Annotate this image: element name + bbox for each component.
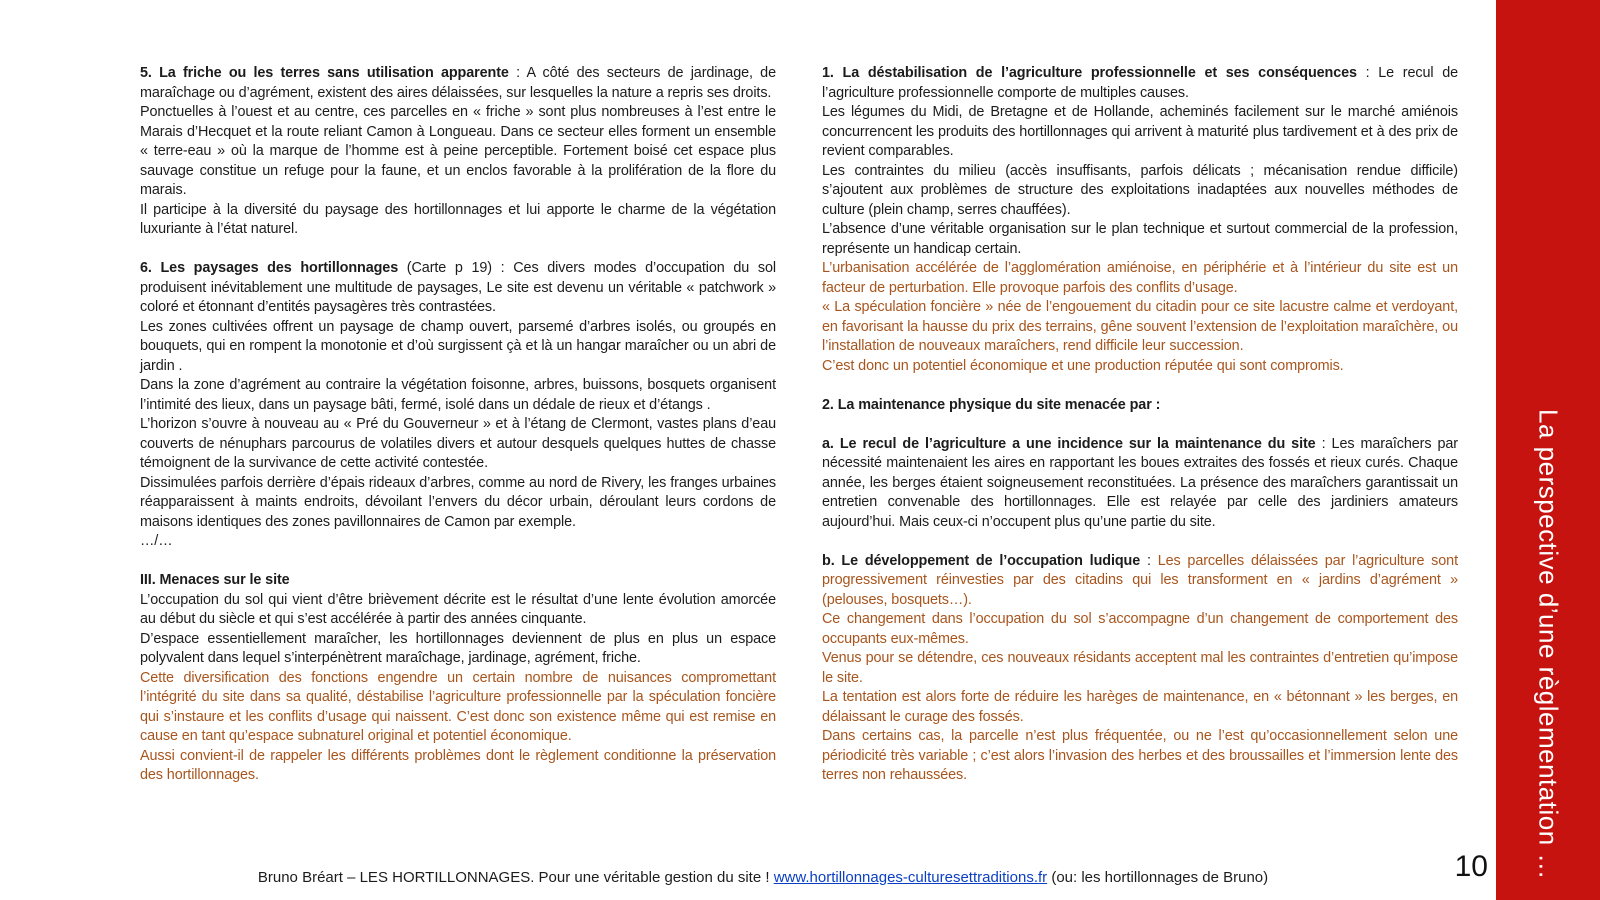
- text-paragraph: [140, 630, 776, 669]
- paragraph-text: L’absence d’une véritable organisation sur le plan technique et surtout commercial de la profession, représente un handicap certain.: [822, 221, 1458, 257]
- footer-link[interactable]: www.hortillonnages-culturesettraditions.fr: [773, 869, 1048, 886]
- paragraph-text: « La spéculation foncière » née de l’engouement du citadin pour ce site lacustre calme et verdoyant, en favorisant la hausse du prix des terrains, gêne souvent l’extension de l’exploitation maraîchère, ou l’installation de nouveaux maraîchers, rend difficile leur succession.: [822, 299, 1458, 354]
- text-paragraph: [140, 318, 776, 377]
- paragraph-text: : A côté des secteurs de jardinage, de maraîchage ou d’agrément, existent des aires délaissées, sur lesquelles la nature a repris ses droits.: [140, 65, 776, 101]
- paragraph-text: Ponctuelles à l’ouest et au centre, ces parcelles en « friche » sont plus nombreuses à l’est entre le Marais d’Hecquet et la route reliant Camon à Longueau. Dans ce secteur elles forment un ensemble « terre-eau » où la marque de l’homme est à peine perceptible. Fortement boisé cet espace plus sauvage constitue un refuge pour la faune, et un enclos favorable à la prolifération de la flore du marais.: [140, 104, 776, 198]
- paragraph-text: Les contraintes du milieu (accès insuffisants, parfois délicats ; mécanisation rendue difficile) s’ajoutent aux problèmes de structure des exploitations inadaptées aux nouvelles méthodes de culture (plein champ, serres chauffées).: [822, 162, 1458, 218]
- text-paragraph: [822, 103, 1458, 162]
- text-columns: [140, 64, 1458, 786]
- paragraph-text: Dans la zone d’agrément au contraire la végétation foisonne, arbres, buissons, bosquets organisent l’intimité des lieux, dans un paysage bâti, fermé, isolé dans un dédale de rieux et d’étangs .: [140, 377, 776, 413]
- right-column: [822, 64, 1458, 786]
- text-paragraph: [822, 357, 1458, 377]
- paragraph-heading-text: b. Le développement de l’occupation ludique: [822, 552, 1141, 569]
- paragraph-text: Les parcelles délaissées par l’agriculture sont progressivement réinvesties par des citadins qui les transforment en « jardins d’agrément » (pelouses, bosquets…).: [822, 552, 1458, 608]
- text-paragraph: [140, 474, 776, 533]
- text-paragraph: [822, 610, 1458, 649]
- text-paragraph: [822, 396, 1458, 416]
- text-paragraph: [822, 298, 1458, 357]
- footer: [30, 869, 1496, 886]
- sidebar-vertical-title: La perspective d’une règlementation …: [1533, 409, 1564, 880]
- paragraph-text: Cette diversification des fonctions engendre un certain nombre de nuisances compromettant l’intégrité du site dans sa qualité, déstabilise l’agriculture professionnelle par la spéculation foncière qui s’instaure et les conflits d’usage qui naissent. C’est donc son existence même qui est remise en cause en tant qu’espace subnaturel original et potentiel économique.: [140, 669, 776, 744]
- paragraph-text: Venus pour se détendre, ces nouveaux résidants acceptent mal les contraintes d’entretien qu’impose le site.: [822, 650, 1458, 686]
- paragraph-text: L’urbanisation accélérée de l’agglomération amiénoise, en périphérie et à l’intérieur du site est un facteur de perturbation. Elle provoque parfois des conflits d’usage.: [822, 260, 1458, 296]
- paragraph-text: La tentation est alors forte de réduire les harèges de maintenance, en « bétonnant » les berges, en délaissant le curage des fossés.: [822, 689, 1458, 725]
- paragraph-text: Dans certains cas, la parcelle n’est plus fréquentée, ou ne l’est qu’occasionnellement selon une périodicité très variable ; c’est alors l’invasion des herbes et des broussailles et l’immersion lente des terres non rehaussées.: [822, 728, 1458, 783]
- paragraph-heading-text: 1. La déstabilisation de l’agriculture professionnelle et ses conséquences: [822, 65, 1357, 81]
- text-paragraph: [822, 220, 1458, 259]
- text-paragraph: [140, 669, 776, 747]
- text-paragraph: [140, 532, 776, 552]
- paragraph-text: D’espace essentiellement maraîcher, les hortillonnages deviennent de plus en plus un espace polyvalent dans lequel s’interpénètrent maraîchage, jardinage, agrément, friche.: [140, 630, 776, 666]
- paragraph-text: Les zones cultivées offrent un paysage de champ ouvert, parsemé d’arbres isolés, ou groupés en bouquets, qui en rompent la monotonie et d’où surgissent çà et là un hangar maraîcher ou un abri de jardin .: [140, 318, 776, 374]
- paragraph-text: (Carte p 19) : Ces divers modes d’occupation du sol produisent inévitablement une multitude de paysages, Le site est devenu un véritable « patchwork » coloré et étonnant d’entités paysagères très contrastées.: [140, 260, 776, 315]
- text-paragraph: [822, 727, 1458, 786]
- paragraph-text: Ce changement dans l’occupation du sol s’accompagne d’un changement de comportement des occupants eux-mêmes.: [822, 611, 1458, 647]
- text-paragraph: [140, 591, 776, 630]
- footer-text-after: (ou: les hortillonnages de Bruno): [1047, 869, 1269, 886]
- footer-text-before: Bruno Bréart – LES HORTILLONNAGES. Pour une véritable gestion du site !: [257, 869, 774, 886]
- text-paragraph: [140, 571, 776, 591]
- text-paragraph: [140, 747, 776, 786]
- text-paragraph: [822, 649, 1458, 688]
- right-accent-bar: [1496, 0, 1600, 900]
- paragraph-heading-text: 2. La maintenance physique du site menacée par :: [822, 396, 1161, 413]
- text-paragraph: [140, 64, 776, 103]
- paragraph-heading-text: 5. La friche ou les terres sans utilisation apparente: [140, 65, 509, 81]
- paragraph-heading-text: III. Menaces sur le site: [140, 572, 290, 588]
- text-paragraph: [822, 64, 1458, 103]
- text-paragraph: [822, 688, 1458, 727]
- text-paragraph: [140, 201, 776, 240]
- paragraph-text: …/…: [140, 533, 173, 549]
- paragraph-text: Dissimulées parfois derrière d’épais rideaux d’arbres, comme au nord de Rivery, les franges urbaines réapparaissent à maints endroits, dévoilant l’envers du décor urbain, déroulant leurs cordons de maisons identiques des zones pavillonnaires de Camon par exemple.: [140, 474, 776, 530]
- text-paragraph: [822, 552, 1458, 611]
- paragraph-text: Il participe à la diversité du paysage des hortillonnages et lui apporte le charme de la végétation luxuriante à l’état naturel.: [140, 201, 776, 237]
- text-paragraph: [140, 415, 776, 474]
- paragraph-text: L’occupation du sol qui vient d’être brièvement décrite est le résultat d’une lente évolution amorcée au début du siècle et qui s’est accélérée à partir des années cinquante.: [140, 591, 776, 627]
- page-number: 10: [1454, 850, 1488, 883]
- paragraph-text: C’est donc un potentiel économique et une production réputée qui sont compromis.: [822, 357, 1344, 374]
- text-paragraph: [140, 376, 776, 415]
- paragraph-text: : Les maraîchers par nécessité maintenaient les aires en rapportant les boues extraites des fossés et rieux curés. Chaque année, les berges étaient soigneusement reconstituées. La présence des maraîchers garantissait un entretien convenable des hortillonnages. Elle est relayée par celle des jardiniers amateurs aujourd’hui. Mais ceux-ci n’occupent plus qu’une partie du site.: [822, 435, 1458, 530]
- paragraph-text: Les légumes du Midi, de Bretagne et de Hollande, acheminés facilement sur le marché amiénois concurrencent les produits des hortillonnages qui arrivent à maturité plus tardivement et à des prix de revient comparables.: [822, 104, 1458, 159]
- text-paragraph: [140, 259, 776, 318]
- text-paragraph: [822, 435, 1458, 533]
- left-column: [140, 64, 776, 786]
- paragraph-text: Aussi convient-il de rappeler les différents problèmes dont le règlement conditionne la préservation des hortillonnages.: [140, 747, 776, 783]
- text-paragraph: [822, 259, 1458, 298]
- paragraph-text: :: [1140, 552, 1158, 569]
- paragraph-text: : Le recul de l’agriculture professionnelle comporte de multiples causes.: [822, 65, 1459, 101]
- paragraph-heading-text: a. Le recul de l’agriculture a une incidence sur la maintenance du site: [822, 435, 1316, 452]
- text-paragraph: [140, 103, 776, 201]
- paragraph-text: L’horizon s’ouvre à nouveau au « Pré du Gouverneur » et à l’étang de Clermont, vastes plans d’eau couverts de nénuphars parcourus de volatiles divers et autour desquels quelques huttes de chasse témoignent de la survivance de cette activité contestée.: [140, 416, 776, 471]
- paragraph-heading-text: 6. Les paysages des hortillonnages: [140, 260, 399, 276]
- text-paragraph: [822, 162, 1458, 221]
